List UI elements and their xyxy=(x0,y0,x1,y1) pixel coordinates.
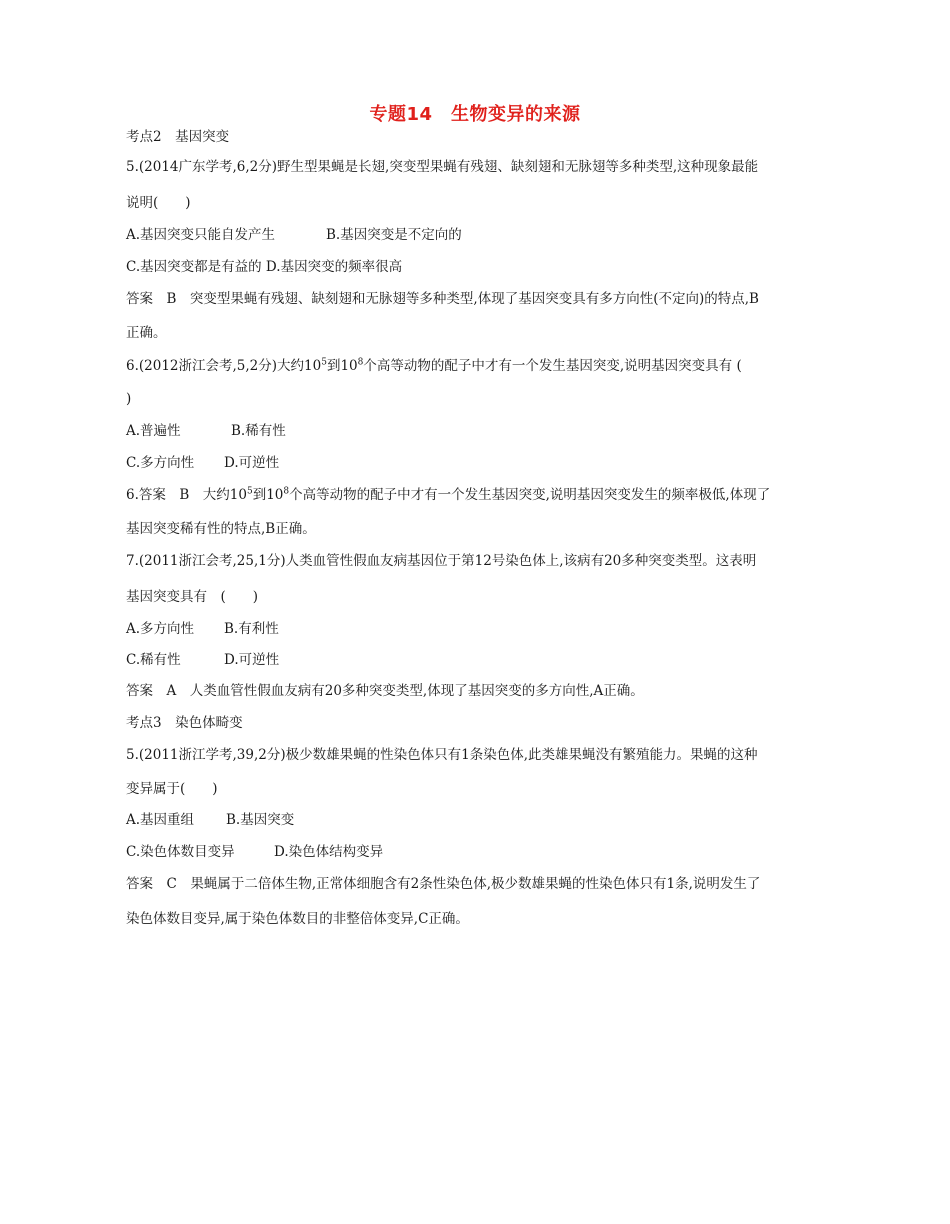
page-title: 专题14 生物变异的来源 xyxy=(369,104,581,125)
question-7-option-d: D.可逆性 xyxy=(224,652,280,668)
question-5b-stem-line-2: 变异属于( ) xyxy=(126,781,218,797)
question-7-answer: 答案 A 人类血管性假血友病有20多种突变类型,体现了基因突变的多方向性,A正确。 xyxy=(126,683,644,699)
question-5b-answer-line-2: 染色体数目变异,属于染色体数目的非整倍体变异,C正确。 xyxy=(126,911,469,927)
question-5-option-b: B.基因突变是不定向的 xyxy=(326,227,462,243)
question-6-answer-line-1 xyxy=(126,486,770,504)
question-6-stem-part: 到10 xyxy=(326,358,358,374)
question-7-option-b: B.有利性 xyxy=(224,621,279,637)
question-6-stem-part: 个高等动物的配子中才有一个发生基因突变,说明基因突变具有 ( xyxy=(363,358,742,374)
section-heading-chromosome-aberration: 考点3 染色体畸变 xyxy=(126,715,243,731)
question-6-stem-line-2: ) xyxy=(126,391,132,407)
section-heading-gene-mutation: 考点2 基因突变 xyxy=(126,129,230,145)
question-6-answer-part: 个高等动物的配子中才有一个发生基因突变,说明基因突变发生的频率极低,体现了 xyxy=(289,487,771,503)
question-5-answer-line-1: 答案 B 突变型果蝇有残翅、缺刻翅和无脉翅等多种类型,体现了基因突变具有多方向性(不定向)的特点,B xyxy=(126,291,759,307)
question-6-option-b: B.稀有性 xyxy=(231,423,286,439)
question-7-stem-line-1: 7.(2011浙江会考,25,1分)人类血管性假血友病基因位于第12号染色体上,该病有20多种突变类型。这表明 xyxy=(126,553,757,569)
question-6-answer-part: 到10 xyxy=(252,487,284,503)
question-6-answer-exponent: 8 xyxy=(283,486,290,497)
question-6-options-ab xyxy=(126,422,286,440)
question-7-stem-line-2: 基因突变具有 ( ) xyxy=(126,589,259,605)
question-6-exponent: 8 xyxy=(357,357,364,368)
question-7-option-c: C.稀有性 xyxy=(126,652,181,668)
question-6-stem-line-1 xyxy=(126,357,742,375)
question-6-answer-line-2: 基因突变稀有性的特点,B正确。 xyxy=(126,521,316,537)
question-5-options-cd: C.基因突变都是有益的 D.基因突变的频率很高 xyxy=(126,259,403,275)
question-5-options-ab xyxy=(126,226,462,244)
question-7-options-cd xyxy=(126,651,279,669)
question-5-stem-line-2: 说明( ) xyxy=(126,195,191,211)
question-5-stem-line-1: 5.(2014广东学考,6,2分)野生型果蝇是长翅,突变型果蝇有残翅、缺刻翅和无脉翅等多种类型,这种现象最能 xyxy=(126,159,759,175)
question-7-options-ab xyxy=(126,620,279,638)
question-5b-answer-line-1: 答案 C 果蝇属于二倍体生物,正常体细胞含有2条性染色体,极少数雄果蝇的性染色体只有1条,说明发生了 xyxy=(126,876,761,892)
question-5b-stem-line-1: 5.(2011浙江学考,39,2分)极少数雄果蝇的性染色体只有1条染色体,此类雄果蝇没有繁殖能力。果蝇的这种 xyxy=(126,747,758,763)
question-6-answer-part: 6.答案 B 大约10 xyxy=(126,487,247,503)
question-5b-option-d: D.染色体结构变异 xyxy=(274,844,384,860)
question-6-options-cd xyxy=(126,454,279,472)
question-6-stem-part: 6.(2012浙江会考,5,2分)大约10 xyxy=(126,358,322,374)
question-5b-option-b: B.基因突变 xyxy=(226,812,295,828)
question-6-exponent: 5 xyxy=(321,357,327,368)
question-6-option-a: A.普遍性 xyxy=(126,423,181,439)
question-5b-options-cd xyxy=(126,843,383,861)
question-5b-option-a: A.基因重组 xyxy=(126,812,195,828)
question-5b-options-ab xyxy=(126,811,294,829)
question-6-option-c: C.多方向性 xyxy=(126,455,195,471)
question-5-answer-line-2: 正确。 xyxy=(126,325,167,341)
question-5b-option-c: C.染色体数目变异 xyxy=(126,844,235,860)
question-6-option-d: D.可逆性 xyxy=(224,455,280,471)
question-7-option-a: A.多方向性 xyxy=(126,621,195,637)
question-5-option-a: A.基因突变只能自发产生 xyxy=(126,227,276,243)
question-6-answer-exponent: 5 xyxy=(246,486,253,497)
